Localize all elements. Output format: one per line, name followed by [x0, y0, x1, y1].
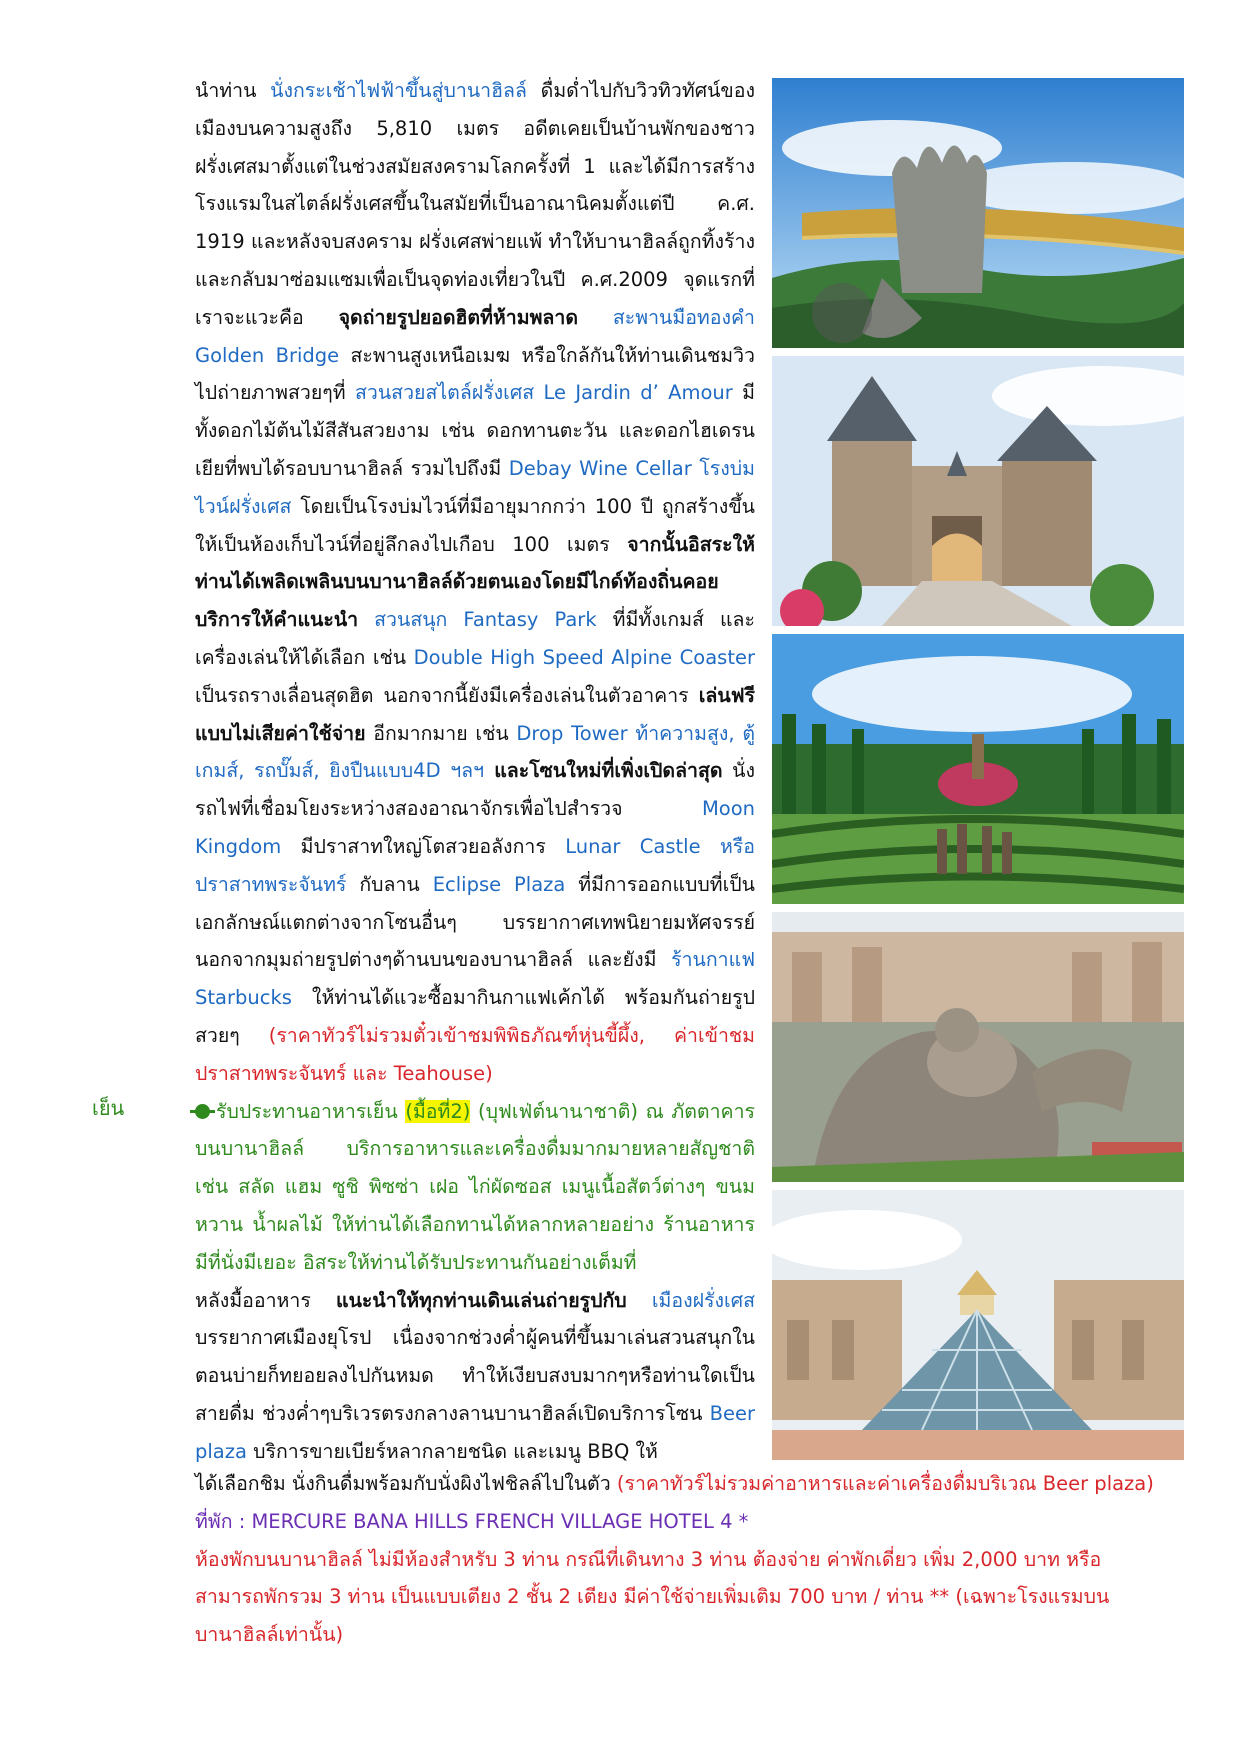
alpine-coaster-link: Double High Speed Alpine Coaster: [413, 645, 755, 669]
bold-highlight: จากนั้นอิสระให้ท่านได้เพลิดเพลินบนบานาฮิลล์ด้วยตนเองโดยมีไกด์ท้องถิ่นคอยบริการให้คำแนะนำ: [195, 532, 755, 632]
golden-bridge-link: สะพานมือทองคำ Golden Bridge: [195, 305, 755, 367]
text-segment: สะพานสูงเหนือเมฆ หรือใกล้กันให้ท่านเดินชมวิวไปถ่ายภาพสวยๆที่: [195, 343, 755, 405]
text-segment: อีกมากมาย เช่น: [365, 721, 517, 745]
text-segment: ที่มีการออกแบบที่เป็นเอกลักษณ์แตกต่างจากโซนอื่นๆ บรรยากาศเทพนิยายมหัศจรรย์ นอกจากมุมถ่ายรูปต่างๆด้านบนของบานาฮิลล์ และยังมี: [195, 872, 755, 972]
le-jardin-link: สวนสวยสไตล์ฝรั่งเศส Le Jardin d’ Amour: [354, 381, 733, 405]
bold-highlight: เล่นฟรีแบบไม่เสียค่าใช้จ่าย: [195, 683, 755, 745]
glass-pyramid-photo: [772, 1190, 1184, 1460]
text-segment: บริการขายเบียร์หลากลายชนิด และเมนู BBQ ให้: [246, 1439, 658, 1463]
text-segment: นั่งรถไฟที่เชื่อมโยงระหว่างสองอาณาจักรเพื่อไปสำรวจ: [195, 759, 755, 821]
bold-highlight: แนะนำให้ทุกท่านเดินเล่นถ่ายรูปกับ: [336, 1288, 627, 1312]
text-segment: (บุฟเฟ่ต์นานาชาติ) ณ ภัตตาคารบนบานาฮิลล์ บริการอาหารและเครื่องดื่มมากมายหลายสัญชาติ เช่น สลัด แฮม ซูชิ พิซซ่า เฝอ ไก่ผัดซอส เมนูเนื้อสัตว์ต่างๆ ขนมหวาน น้ำผลไม้ ให้ท่านได้เลือกทานได้หลากหลายอย่าง ร้านอาหารมีที่นั่งมีเยอะ อิสระให้ท่านได้รับประทานกันอย่างเต็มที่: [195, 1099, 756, 1274]
dinner-description: [195, 1093, 755, 1282]
stone-statue-photo: [772, 912, 1184, 1182]
text-segment: นำท่าน: [195, 79, 271, 102]
text-segment: กับลาน: [346, 872, 433, 896]
dining-icon: [195, 1104, 210, 1119]
starbucks-link: ร้านกาแฟ Starbucks: [195, 948, 755, 1010]
moon-kingdom-link: Moon Kingdom: [195, 797, 755, 858]
castle-photo: [772, 356, 1184, 626]
cable-car-link: นั่งกระเช้าไฟฟ้าขึ้นสู่บานาฮิลล์: [270, 79, 527, 102]
meal-number-badge: (มื้อที่2): [405, 1099, 471, 1123]
garden-photo: [772, 634, 1184, 904]
text-segment: ให้ท่านได้แวะซื้อมากินกาแฟเค้กได้ พร้อมกันถ่ายรูปสวยๆ: [195, 986, 755, 1047]
evening-description: [195, 1282, 755, 1471]
beer-plaza-continuation: [195, 1465, 1195, 1503]
text-segment: บรรยากาศเมืองยุโรป เนื่องจากช่วงค่ำผู้คนที่ขึ้นมาเล่นสวนสนุกในตอนบ่ายก็ทยอยลงไปกันหมด ทำให้เงียบสงบมากๆหรือท่านใดเป็นสายดื่ม ช่วงค่ำๆบริเวรตรงกลางลานบานาฮิลล์เปิดบริการโซน: [195, 1326, 755, 1425]
fantasy-park-link: สวนสนุก Fantasy Park: [358, 608, 597, 632]
price-exclusion-note: (ราคาทัวร์ไม่รวมค่าอาหารและค่าเครื่องดื่มบริเวณ Beer plaza): [616, 1472, 1154, 1495]
text-segment: ดื่มด่ำไปกับวิวทิวทัศน์ของเมืองบนความสูงถึง 5,810 เมตร อดีตเคยเป็นบ้านพักของชาวฝรั่งเศสมาตั้งแต่ในช่วงสมัยสงครามโลกครั้งที่ 1 และได้มีการสร้างโรงแรมในสไตล์ฝรั่งเศสขึ้นในสมัยที่เป็นอาณานิคมตั้งแต่ปี ค.ศ. 1919 และหลังจบสงคราม ฝรั่งเศสพ่ายแพ้ ทำให้บานาฮิลล์ถูกทิ้งร้าง และกลับมาซ่อมแซมเพื่อเป็นจุดท่องเที่ยวในปี ค.ศ.2009 จุดแรกที่เราจะแวะคือ: [195, 79, 755, 329]
wine-cellar-link: Debay Wine Cellar โรงบ่มไวน์ฝรั่งเศส: [195, 456, 755, 518]
text-segment: ได้เลือกชิม นั่งกินดื่มพร้อมกับนั่งผิงไฟชิลล์ไปในตัว: [195, 1472, 617, 1495]
bana-hills-description: [195, 72, 755, 1093]
beer-plaza-link: Beer plaza: [195, 1401, 755, 1463]
text-segment: หลังมื้ออาหาร: [195, 1288, 337, 1312]
lunar-castle-link: Lunar Castle หรือ ปราสาทพระจันทร์: [195, 834, 755, 896]
french-village-link: เมืองฝรั่งเศส: [626, 1288, 755, 1312]
meal-time-label: เย็น: [92, 1096, 125, 1120]
text-segment: ที่มีทั้งเกมส์ และเครื่องเล่นให้ได้เลือก เช่น: [195, 608, 755, 669]
text-segment: มีปราสาทใหญ่โตสวยอลังการ: [281, 834, 566, 858]
golden-bridge-photo: [772, 78, 1184, 348]
drop-tower-link: Drop Tower ท้าความสูง, ตู้เกมส์, รถบั๊มส์, ยิงปืนแบบ4D ฯลฯ: [195, 721, 756, 783]
tail-section: [195, 1465, 1195, 1654]
itinerary-text-column: [195, 72, 755, 1470]
text-segment: โดยเป็นโรงบ่มไวน์ที่มีอายุมากกว่า 100 ปี ถูกสร้างขึ้นให้เป็นห้องเก็บไวน์ที่อยู่ลึกลงไปเกือบ 100 เมตร: [195, 494, 755, 556]
text-segment: มีทั้งดอกไม้ต้นไม้สีสันสวยงาม เช่น ดอกทานตะวัน และดอกไฮเดรนเยียที่พบได้รอบบานาฮิลล์ รวมไปถึงมี: [195, 381, 755, 480]
text-segment: เป็นรถรางเลื่อนสุดฮิต นอกจากนี้ยังมีเครื่องเล่นในตัวอาคาร: [195, 683, 699, 707]
room-policy-note: ห้องพักบนบานาฮิลล์ ไม่มีห้องสำหรับ 3 ท่าน กรณีที่เดินทาง 3 ท่าน ต้องจ่าย ค่าพักเดี่ยว เพิ่ม 2,000 บาท หรือ สามารถพักรวม 3 ท่าน เป็นแบบเตียง 2 ชั้น 2 เตียง มีค่าใช้จ่ายเพิ่มเติม 700 บาท / ท่าน ** (เฉพาะโรงแรมบนบานาฮิลล์เท่านั้น): [195, 1547, 1110, 1647]
text-segment: รับประทานอาหารเย็น: [216, 1099, 406, 1123]
bold-highlight: จุดถ่ายรูปยอดฮิตที่ห้ามพลาด: [338, 305, 578, 329]
hotel-line: ที่พัก : MERCURE BANA HILLS FRENCH VILLAGE HOTEL 4 *: [195, 1509, 749, 1533]
price-exclusion-note: (ราคาทัวร์ไม่รวมตั๋วเข้าชมพิพิธภัณฑ์หุ่นขี้ผึ้ง, ค่าเข้าชมปราสาทพระจันทร์ และ Teahouse): [195, 1023, 755, 1085]
bold-highlight: และโซนใหม่ที่เพิ่งเปิดล่าสุด: [484, 759, 723, 783]
eclipse-plaza-link: Eclipse Plaza: [432, 872, 566, 896]
